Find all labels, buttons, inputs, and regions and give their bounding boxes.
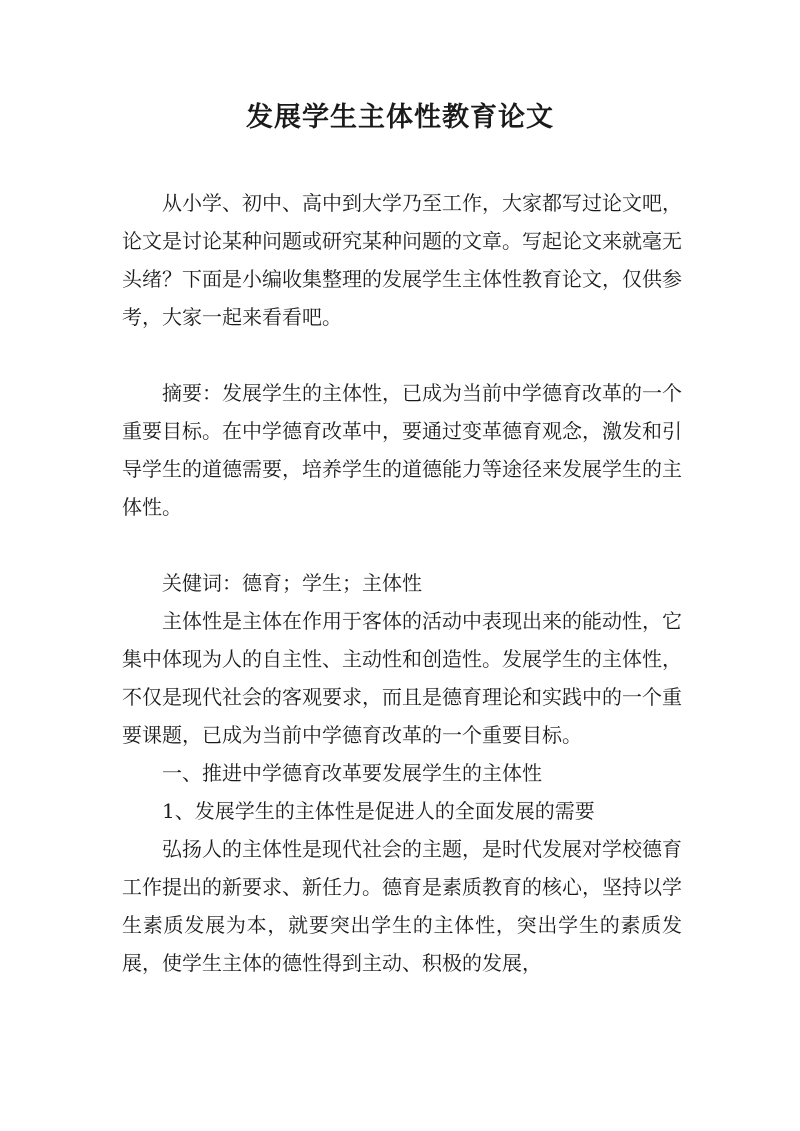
keywords-line: 关健词：德育；学生；主体性 xyxy=(162,571,422,595)
abstract-paragraph: 摘要：发展学生的主体性，已成为当前中学德育改革的一个重要目标。在中学德育改革中，要通过变革德育观念，激发和引导学生的道德需要，培养学生的道德能力等途径来发展学生的主体性。 xyxy=(122,381,682,519)
body-paragraph: 弘扬人的主体性是现代社会的主题，是时代发展对学校德育工作提出的新要求、新任力。德育是素质教育的核心，坚持以学生素质发展为本，就要突出学生的主体性，突出学生的素质发展，使学生主体的德性得到主动、积极的发展， xyxy=(122,837,682,975)
document-title: 发展学生主体性教育论文 xyxy=(246,102,554,133)
document-body xyxy=(122,184,682,982)
body-paragraph: 主体性是主体在作用于客体的活动中表现出来的能动性，它集中体现为人的自主性、主动性和创造性。发展学生的主体性，不仅是现代社会的客观要求，而且是德育理论和实践中的一个重要课题，已成为当前中学德育改革的一个重要目标。 xyxy=(122,609,682,747)
intro-paragraph: 从小学、初中、高中到大学乃至工作，大家都写过论文吧，论文是讨论某种问题或研究某种问题的文章。写起论文来就毫无头绪？下面是小编收集整理的发展学生主体性教育论文，仅供参考，大家一起来看看吧。 xyxy=(122,191,682,329)
subsection-heading: 1、发展学生的主体性是促进人的全面发展的需要 xyxy=(162,799,595,823)
section-heading: 一、推进中学德育改革要发展学生的主体性 xyxy=(162,761,542,785)
